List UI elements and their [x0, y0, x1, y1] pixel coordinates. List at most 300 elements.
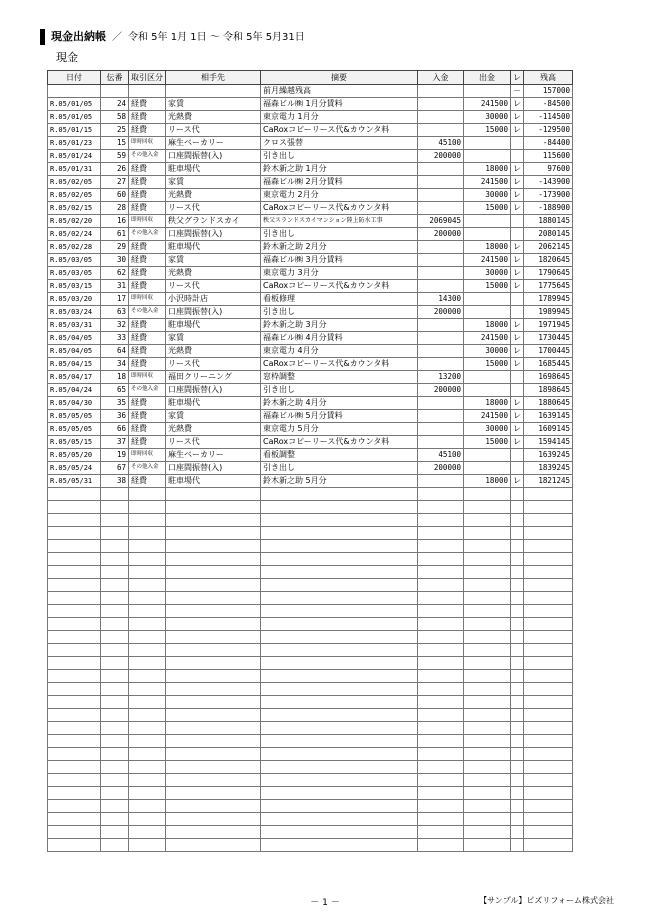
entry-partner: 駐車場代	[166, 397, 261, 410]
entry-deposit: 200000	[418, 150, 464, 163]
carry-over-balance: 157000	[524, 85, 573, 98]
entry-partner: 駐車場代	[166, 241, 261, 254]
entry-check: レ	[511, 280, 524, 293]
entry-type: 経費	[129, 436, 166, 449]
entry-withdrawal: 30000	[464, 267, 511, 280]
entry-withdrawal: 241500	[464, 410, 511, 423]
entry-withdrawal	[464, 228, 511, 241]
title-separator: ／	[112, 32, 122, 43]
entry-voucher-no: 28	[101, 202, 129, 215]
entry-summary: 福森ビル㈱ 4月分賃料	[261, 332, 418, 345]
entry-withdrawal	[464, 137, 511, 150]
entry-summary: 東京電力 3月分	[261, 267, 418, 280]
entry-deposit: 14300	[418, 293, 464, 306]
entry-check: レ	[511, 436, 524, 449]
entry-balance: 1971945	[524, 319, 573, 332]
entry-summary: 福森ビル㈱ 5月分賃料	[261, 410, 418, 423]
entry-balance: 1730445	[524, 332, 573, 345]
entry-balance: 1594145	[524, 436, 573, 449]
entry-type: その他入金	[129, 228, 166, 241]
entry-date: R.05/03/05	[48, 254, 101, 267]
entry-check: レ	[511, 332, 524, 345]
table-row	[48, 163, 573, 176]
entry-date: R.05/02/05	[48, 176, 101, 189]
entry-date: R.05/01/24	[48, 150, 101, 163]
empty-table-row	[48, 800, 573, 813]
entry-withdrawal: 15000	[464, 202, 511, 215]
col-partner: 相手先	[166, 71, 261, 85]
table-row	[48, 332, 573, 345]
entry-deposit	[418, 345, 464, 358]
entry-partner: 口座間振替(入)	[166, 306, 261, 319]
empty-table-row	[48, 605, 573, 618]
table-row	[48, 475, 573, 488]
entry-summary: 窓枠調整	[261, 371, 418, 384]
entry-voucher-no: 61	[101, 228, 129, 241]
entry-type: 経費	[129, 280, 166, 293]
entry-date: R.05/02/28	[48, 241, 101, 254]
empty-table-row	[48, 709, 573, 722]
ledger-period: 令和 5年 1月 1日 ～ 令和 5年 5月31日	[128, 32, 305, 43]
empty-table-row	[48, 631, 573, 644]
entry-partner: 家賃	[166, 332, 261, 345]
table-row	[48, 267, 573, 280]
entry-type: その他入金	[129, 150, 166, 163]
entry-withdrawal	[464, 150, 511, 163]
entry-voucher-no: 32	[101, 319, 129, 332]
entry-deposit	[418, 124, 464, 137]
table-row	[48, 423, 573, 436]
document-header	[40, 29, 305, 45]
entry-check: レ	[511, 189, 524, 202]
entry-voucher-no: 15	[101, 137, 129, 150]
entry-deposit	[418, 358, 464, 371]
entry-partner: 秩父グランドスカイ	[166, 215, 261, 228]
entry-deposit	[418, 111, 464, 124]
entry-partner: 光熱費	[166, 111, 261, 124]
entry-deposit	[418, 202, 464, 215]
entry-partner: 口座間振替(入)	[166, 462, 261, 475]
entry-withdrawal	[464, 462, 511, 475]
table-row	[48, 319, 573, 332]
entry-date: R.05/02/20	[48, 215, 101, 228]
carry-over-row	[48, 85, 573, 98]
entry-type: 経費	[129, 189, 166, 202]
entry-check	[511, 449, 524, 462]
entry-check: レ	[511, 241, 524, 254]
entry-check	[511, 228, 524, 241]
entry-check	[511, 215, 524, 228]
entry-type: 経費	[129, 98, 166, 111]
entry-type: 経費	[129, 358, 166, 371]
table-row	[48, 410, 573, 423]
entry-type: 即時回収	[129, 371, 166, 384]
entry-deposit: 2069045	[418, 215, 464, 228]
empty-table-row	[48, 670, 573, 683]
table-row	[48, 98, 573, 111]
empty-table-row	[48, 553, 573, 566]
entry-summary: 鈴木新之助 1月分	[261, 163, 418, 176]
empty-table-row	[48, 566, 573, 579]
table-row	[48, 358, 573, 371]
entry-voucher-no: 19	[101, 449, 129, 462]
entry-summary: CaRoxコピーリース代&カウンタ料	[261, 436, 418, 449]
entry-check: レ	[511, 410, 524, 423]
cash-ledger-table	[47, 70, 573, 852]
entry-date: R.05/02/24	[48, 228, 101, 241]
entry-deposit: 13200	[418, 371, 464, 384]
entry-partner: 麻生ベーカリー	[166, 137, 261, 150]
entry-summary: CaRoxコピーリース代&カウンタ料	[261, 124, 418, 137]
entry-type: 経費	[129, 267, 166, 280]
col-summary: 摘要	[261, 71, 418, 85]
entry-date: R.05/03/20	[48, 293, 101, 306]
entry-check: レ	[511, 254, 524, 267]
entry-deposit	[418, 423, 464, 436]
entry-date: R.05/01/23	[48, 137, 101, 150]
entry-check	[511, 371, 524, 384]
entry-summary: 福森ビル㈱ 1月分賃料	[261, 98, 418, 111]
entry-partner: 駐車場代	[166, 475, 261, 488]
carry-over-check: －	[511, 85, 524, 98]
entry-type: 即時回収	[129, 215, 166, 228]
entry-withdrawal: 30000	[464, 423, 511, 436]
entry-type: 即時回収	[129, 293, 166, 306]
entry-check: レ	[511, 423, 524, 436]
entry-type: 経費	[129, 202, 166, 215]
empty-table-row	[48, 735, 573, 748]
entry-balance: 1609145	[524, 423, 573, 436]
entry-deposit	[418, 332, 464, 345]
entry-balance: 1880145	[524, 215, 573, 228]
entry-summary: 福森ビル㈱ 2月分賃料	[261, 176, 418, 189]
entry-type: 経費	[129, 111, 166, 124]
entry-summary: 福森ビル㈱ 3月分賃料	[261, 254, 418, 267]
entry-balance: 1821245	[524, 475, 573, 488]
entry-summary: 引き出し	[261, 306, 418, 319]
entry-deposit	[418, 189, 464, 202]
empty-table-row	[48, 657, 573, 670]
entry-balance: 1639145	[524, 410, 573, 423]
table-row	[48, 306, 573, 319]
entry-date: R.05/05/15	[48, 436, 101, 449]
account-name: 現金	[56, 51, 78, 64]
company-name: 【サンプル】ビズリフォーム株式会社	[479, 896, 614, 905]
empty-table-row	[48, 514, 573, 527]
entry-voucher-no: 33	[101, 332, 129, 345]
entry-deposit: 45100	[418, 137, 464, 150]
empty-table-row	[48, 683, 573, 696]
entry-date: R.05/05/20	[48, 449, 101, 462]
entry-balance: 1775645	[524, 280, 573, 293]
entry-type: 経費	[129, 163, 166, 176]
entry-voucher-no: 26	[101, 163, 129, 176]
entry-type: 経費	[129, 124, 166, 137]
entry-date: R.05/02/15	[48, 202, 101, 215]
empty-table-row	[48, 722, 573, 735]
entry-voucher-no: 35	[101, 397, 129, 410]
entry-partner: リース代	[166, 358, 261, 371]
entry-voucher-no: 25	[101, 124, 129, 137]
table-row	[48, 371, 573, 384]
entry-type: 経費	[129, 397, 166, 410]
entry-partner: 光熱費	[166, 189, 261, 202]
table-row	[48, 176, 573, 189]
entry-partner: 駐車場代	[166, 319, 261, 332]
entry-partner: 家賃	[166, 410, 261, 423]
table-row	[48, 124, 573, 137]
entry-balance: -188900	[524, 202, 573, 215]
entry-date: R.05/01/15	[48, 124, 101, 137]
empty-table-row	[48, 839, 573, 852]
entry-date: R.05/04/24	[48, 384, 101, 397]
entry-check: レ	[511, 319, 524, 332]
empty-table-row	[48, 527, 573, 540]
entry-type: 経費	[129, 254, 166, 267]
entry-voucher-no: 63	[101, 306, 129, 319]
entry-summary: 秩父スランドスカイマンション陸上防水工事	[261, 215, 418, 228]
table-row	[48, 111, 573, 124]
page-number: － 1 －	[310, 898, 340, 908]
entry-type: 経費	[129, 332, 166, 345]
entry-check: レ	[511, 358, 524, 371]
entry-withdrawal	[464, 306, 511, 319]
entry-balance: -129500	[524, 124, 573, 137]
entry-deposit	[418, 176, 464, 189]
entry-voucher-no: 62	[101, 267, 129, 280]
entry-date: R.05/03/24	[48, 306, 101, 319]
entry-deposit: 200000	[418, 306, 464, 319]
ledger-title: 現金出納帳	[51, 30, 106, 43]
entry-summary: 引き出し	[261, 384, 418, 397]
entry-partner: 口座間振替(入)	[166, 150, 261, 163]
entry-deposit: 45100	[418, 449, 464, 462]
entry-date: R.05/05/05	[48, 410, 101, 423]
entry-deposit	[418, 241, 464, 254]
entry-type: その他入金	[129, 384, 166, 397]
entry-partner: 光熱費	[166, 267, 261, 280]
entry-withdrawal: 15000	[464, 358, 511, 371]
entry-type: 経費	[129, 319, 166, 332]
entry-deposit: 200000	[418, 228, 464, 241]
table-row	[48, 254, 573, 267]
entry-withdrawal: 241500	[464, 176, 511, 189]
entry-type: 経費	[129, 475, 166, 488]
table-row	[48, 449, 573, 462]
entry-withdrawal: 15000	[464, 436, 511, 449]
entry-partner: 家賃	[166, 254, 261, 267]
entry-check	[511, 384, 524, 397]
entry-voucher-no: 30	[101, 254, 129, 267]
col-balance: 残高	[524, 71, 573, 85]
entry-balance: 1685445	[524, 358, 573, 371]
entry-voucher-no: 38	[101, 475, 129, 488]
entry-balance: -84400	[524, 137, 573, 150]
entry-deposit	[418, 410, 464, 423]
entry-deposit	[418, 163, 464, 176]
entry-summary: クロス張替	[261, 137, 418, 150]
entry-balance: 2062145	[524, 241, 573, 254]
entry-check	[511, 306, 524, 319]
entry-summary: 東京電力 1月分	[261, 111, 418, 124]
entry-voucher-no: 18	[101, 371, 129, 384]
entry-check: レ	[511, 267, 524, 280]
empty-table-row	[48, 813, 573, 826]
entry-withdrawal: 18000	[464, 475, 511, 488]
entry-balance: 1839245	[524, 462, 573, 475]
col-check: レ	[511, 71, 524, 85]
entry-balance: 1639245	[524, 449, 573, 462]
entry-check	[511, 150, 524, 163]
entry-check: レ	[511, 124, 524, 137]
entry-partner: リース代	[166, 124, 261, 137]
entry-withdrawal: 18000	[464, 319, 511, 332]
table-row	[48, 215, 573, 228]
entry-check: レ	[511, 202, 524, 215]
empty-table-row	[48, 826, 573, 839]
col-voucher-no: 伝番	[101, 71, 129, 85]
entry-balance: -114500	[524, 111, 573, 124]
entry-balance: 1789945	[524, 293, 573, 306]
column-header-row	[48, 71, 573, 85]
entry-partner: 光熱費	[166, 423, 261, 436]
entry-deposit	[418, 280, 464, 293]
entry-summary: 鈴木新之助 3月分	[261, 319, 418, 332]
entry-voucher-no: 36	[101, 410, 129, 423]
entry-deposit: 200000	[418, 384, 464, 397]
entry-deposit	[418, 319, 464, 332]
entry-deposit	[418, 475, 464, 488]
entry-date: R.05/05/24	[48, 462, 101, 475]
entry-date: R.05/04/17	[48, 371, 101, 384]
entry-balance: 1880645	[524, 397, 573, 410]
empty-table-row	[48, 774, 573, 787]
entry-withdrawal	[464, 384, 511, 397]
table-row	[48, 293, 573, 306]
entry-withdrawal: 18000	[464, 241, 511, 254]
entry-date: R.05/01/05	[48, 111, 101, 124]
entry-balance: 115600	[524, 150, 573, 163]
entry-partner: 口座間振替(入)	[166, 384, 261, 397]
empty-table-row	[48, 696, 573, 709]
empty-table-row	[48, 618, 573, 631]
entry-voucher-no: 31	[101, 280, 129, 293]
entry-type: 経費	[129, 176, 166, 189]
entry-date: R.05/05/05	[48, 423, 101, 436]
entry-type: 経費	[129, 423, 166, 436]
entry-balance: 1898645	[524, 384, 573, 397]
table-row	[48, 397, 573, 410]
carry-over-label: 前月繰越残高	[261, 85, 418, 98]
table-row	[48, 462, 573, 475]
entry-balance: 1820645	[524, 254, 573, 267]
entry-partner: 家賃	[166, 176, 261, 189]
entry-summary: 鈴木新之助 5月分	[261, 475, 418, 488]
empty-table-row	[48, 488, 573, 501]
entry-withdrawal: 18000	[464, 163, 511, 176]
entry-withdrawal: 15000	[464, 280, 511, 293]
table-row	[48, 280, 573, 293]
entry-date: R.05/03/31	[48, 319, 101, 332]
entry-check: レ	[511, 111, 524, 124]
entry-date: R.05/04/05	[48, 345, 101, 358]
entry-summary: 鈴木新之助 4月分	[261, 397, 418, 410]
empty-table-row	[48, 748, 573, 761]
entry-date: R.05/05/31	[48, 475, 101, 488]
entry-partner: 麻生ベーカリー	[166, 449, 261, 462]
entry-voucher-no: 60	[101, 189, 129, 202]
entry-date: R.05/02/05	[48, 189, 101, 202]
entry-summary: 看板修理	[261, 293, 418, 306]
entry-check: レ	[511, 176, 524, 189]
entry-balance: 1989945	[524, 306, 573, 319]
empty-table-row	[48, 540, 573, 553]
entry-partner: 駐車場代	[166, 163, 261, 176]
entry-type: 経費	[129, 410, 166, 423]
entry-check: レ	[511, 345, 524, 358]
entry-partner: リース代	[166, 280, 261, 293]
entry-balance: 1698645	[524, 371, 573, 384]
entry-type: その他入金	[129, 306, 166, 319]
entry-voucher-no: 37	[101, 436, 129, 449]
entry-type: 即時回収	[129, 449, 166, 462]
col-withdrawal: 出金	[464, 71, 511, 85]
entry-date: R.05/01/31	[48, 163, 101, 176]
entry-balance: -173900	[524, 189, 573, 202]
entry-check	[511, 293, 524, 306]
entry-partner: 小沢時計店	[166, 293, 261, 306]
empty-table-row	[48, 787, 573, 800]
entry-withdrawal: 30000	[464, 111, 511, 124]
entry-deposit: 200000	[418, 462, 464, 475]
table-row	[48, 202, 573, 215]
entry-voucher-no: 59	[101, 150, 129, 163]
empty-table-row	[48, 644, 573, 657]
entry-balance: 1700445	[524, 345, 573, 358]
entry-voucher-no: 27	[101, 176, 129, 189]
entry-voucher-no: 66	[101, 423, 129, 436]
entry-partner: リース代	[166, 436, 261, 449]
table-row	[48, 189, 573, 202]
entry-withdrawal: 241500	[464, 332, 511, 345]
entry-withdrawal	[464, 371, 511, 384]
entry-check: レ	[511, 397, 524, 410]
entry-check: レ	[511, 98, 524, 111]
empty-table-row	[48, 501, 573, 514]
entry-summary: 東京電力 2月分	[261, 189, 418, 202]
col-deposit: 入金	[418, 71, 464, 85]
entry-withdrawal	[464, 293, 511, 306]
entry-type: 経費	[129, 241, 166, 254]
entry-date: R.05/03/15	[48, 280, 101, 293]
entry-check: レ	[511, 163, 524, 176]
entry-balance: 1790645	[524, 267, 573, 280]
entry-partner: 家賃	[166, 98, 261, 111]
entry-withdrawal: 30000	[464, 345, 511, 358]
entry-voucher-no: 29	[101, 241, 129, 254]
entry-withdrawal: 241500	[464, 98, 511, 111]
table-row	[48, 384, 573, 397]
entry-partner: リース代	[166, 202, 261, 215]
entry-balance: -84500	[524, 98, 573, 111]
entry-deposit	[418, 397, 464, 410]
entry-voucher-no: 24	[101, 98, 129, 111]
entry-date: R.05/04/05	[48, 332, 101, 345]
entry-withdrawal: 30000	[464, 189, 511, 202]
entry-summary: CaRoxコピーリース代&カウンタ料	[261, 358, 418, 371]
entry-check	[511, 137, 524, 150]
empty-table-row	[48, 579, 573, 592]
